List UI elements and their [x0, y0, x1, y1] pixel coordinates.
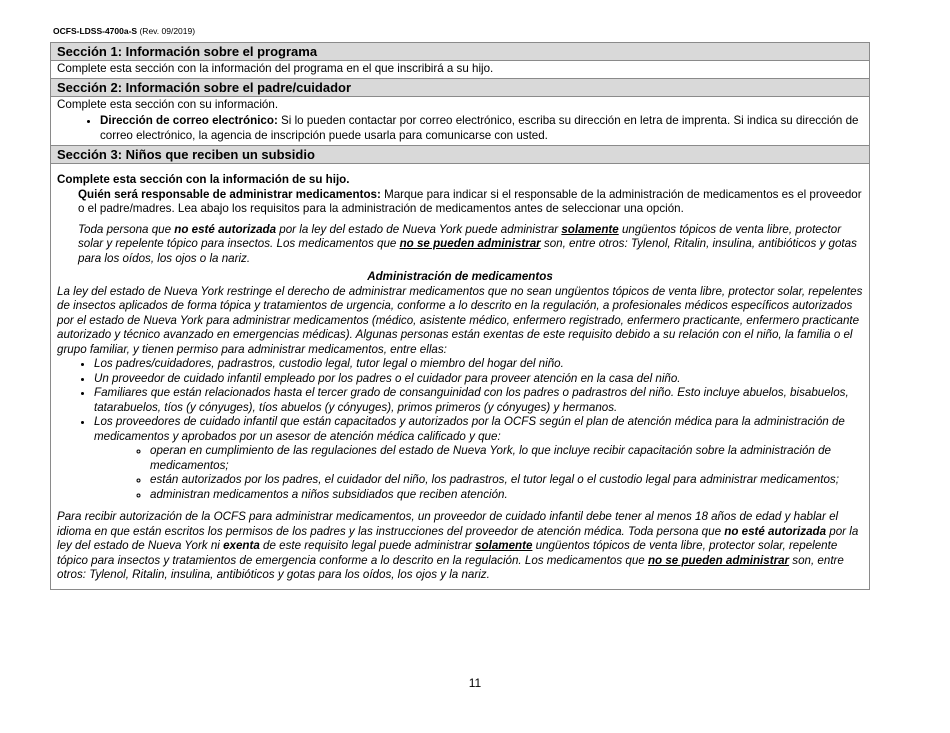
paragraph-emphasis: no esté autorizada	[724, 524, 827, 538]
provider-conditions-list	[94, 444, 863, 502]
exempt-persons-list	[57, 357, 863, 502]
section3-body	[51, 164, 869, 589]
paragraph-emphasis: solamente	[475, 539, 533, 552]
paragraph-text: de este requisito legal puede administrar	[259, 539, 476, 552]
list-item: ◦ administran medicamentos a niños subsidiados que reciben atención.	[150, 488, 863, 503]
paragraph-emphasis: exenta	[223, 539, 260, 552]
section2-body	[51, 97, 869, 147]
list-item: • Familiares que están relacionados hasta el tercer grado de consanguinidad con los padres o padrastros del niño. Esto incluye abuelos, bisabuelos, tatarabuelos, tíos (y cónyuges), tíos abuelos (y cónyuges), primos primeros (y cónyuges) y hermanos.	[94, 386, 863, 415]
paragraph-text: Para recibir autorización de la OCFS para administrar medicamentos, un proveedor de cuidado infantil debe tener al menos 18 años de edad y hablar el idioma en que están escritos los permisos de los padres y las instrucciones del proveedor de atención médica. Toda persona que	[57, 510, 839, 538]
medication-administration-heading: Administración de medicamentos	[367, 270, 553, 283]
medication-responsible-instruction	[57, 188, 863, 217]
paragraph-text: ungüentos tópicos de venta libre, protector solar, repelente tópico para insectos y tratamientos de emergencia conforme a lo descrito en la regulación. Los medicamentos que	[57, 539, 838, 567]
paragraph-text: por la ley del estado de Nueva York ni	[57, 524, 859, 552]
note-text: Toda persona que	[78, 222, 175, 236]
form-identifier	[53, 26, 195, 37]
note-text: son, entre otros: Tylenol, Ritalin, insulina, antibióticos y gotas para los oídos, los ojos o la nariz.	[78, 237, 857, 265]
note-emphasis: solamente	[561, 222, 619, 236]
note-text: por la ley del estado de Nueva York puede administrar	[276, 222, 562, 236]
list-item: ◦ están autorizados por los padres, el cuidador del niño, los padrastros, el tutor legal o el custodio legal para administrar medicamentos;	[150, 473, 863, 488]
medication-responsible-text: Marque para indicar si el responsable de la administración de medicamentos es el proveedor o el padre/madres. Lea abajo los requisitos para la administración de medicamentos antes de seleccionar una opción.	[78, 187, 862, 215]
note-text: ungüentos tópicos de venta libre, protector solar y repelente tópico para insectos. Los medicamentos que	[78, 222, 842, 250]
section3-intro: Complete esta sección con la información de su hijo.	[57, 173, 350, 186]
medication-administration-paragraph: La ley del estado de Nueva York restringe el derecho de administrar medicamentos que no sean ungüentos tópicos de venta libre, protector solar, repelentes de insectos aplicados de forma tópica y tratamientos de urgencia, conforme a lo descrito en la regulación, a profesionales médicos específicos autorizados por el estado de Nueva York para administrar medicamentos (médico, asistente médico, enfermero registrado, enfermero practicante, enfermero practicante autorizado y técnico avanzado en emergencias médicas). Algunas personas están exentas de este requisito debido a su relación con el niño, la familia o el grupo familiar, y tienen permiso para administrar medicamentos, entre ellas:	[57, 284, 863, 356]
form-code: OCFS-LDSS-4700a-S	[53, 26, 138, 36]
email-label: Dirección de correo electrónico:	[100, 114, 278, 127]
section2-intro: Complete esta sección con su información.	[57, 97, 279, 111]
section1-body: Complete esta sección con la información del programa en el que inscribirá a su hijo.	[51, 61, 869, 79]
list-item-text: Los proveedores de cuidado infantil que están capacitados y autorizados por la OCFS según el plan de atención médica para la administración de medicamentos y aprobados por un asesor de atención médica calificado y que:	[94, 415, 845, 443]
section1-title: Sección 1: Información sobre el programa	[51, 43, 869, 61]
note-emphasis: no esté autorizada	[174, 222, 277, 236]
list-item: • Los padres/cuidadores, padrastros, custodio legal, tutor legal o miembro del hogar del niño.	[94, 357, 863, 372]
list-item	[94, 415, 863, 502]
section3-title: Sección 3: Niños que reciben un subsidio	[51, 146, 869, 164]
list-item: ◦ operan en cumplimiento de las regulaciones del estado de Nueva York, lo que incluye recibir capacitación sobre la administración de medicamentos;	[150, 444, 863, 473]
paragraph-emphasis: no se pueden administrar	[647, 553, 790, 567]
list-item: • Un proveedor de cuidado infantil empleado por los padres o el cuidador para proveer atención en la casa del niño.	[94, 372, 863, 387]
instructions-table	[50, 42, 870, 590]
email-text: Si lo pueden contactar por correo electrónico, escriba su dirección en letra de imprenta. Si indica su dirección de correo electrónico, la agencia de inscripción puede usarla para comunicarse con usted.	[100, 114, 859, 142]
section2-list	[57, 114, 863, 143]
form-revision: (Rev. 09/2019)	[139, 26, 196, 36]
medication-responsible-label: Quién será responsable de administrar medicamentos:	[78, 187, 381, 201]
paragraph-text: son, entre otros: Tylenol, Ritalin, insulina, antibióticos y gotas para los oídos, los ojos y la nariz.	[57, 553, 844, 581]
authorization-paragraph	[57, 510, 863, 583]
note-emphasis: no se pueden administrar	[399, 237, 541, 250]
medication-note	[57, 223, 863, 267]
section2-title: Sección 2: Información sobre el padre/cuidador	[51, 79, 869, 97]
page-number: 11	[468, 676, 482, 690]
email-instruction	[100, 114, 863, 143]
